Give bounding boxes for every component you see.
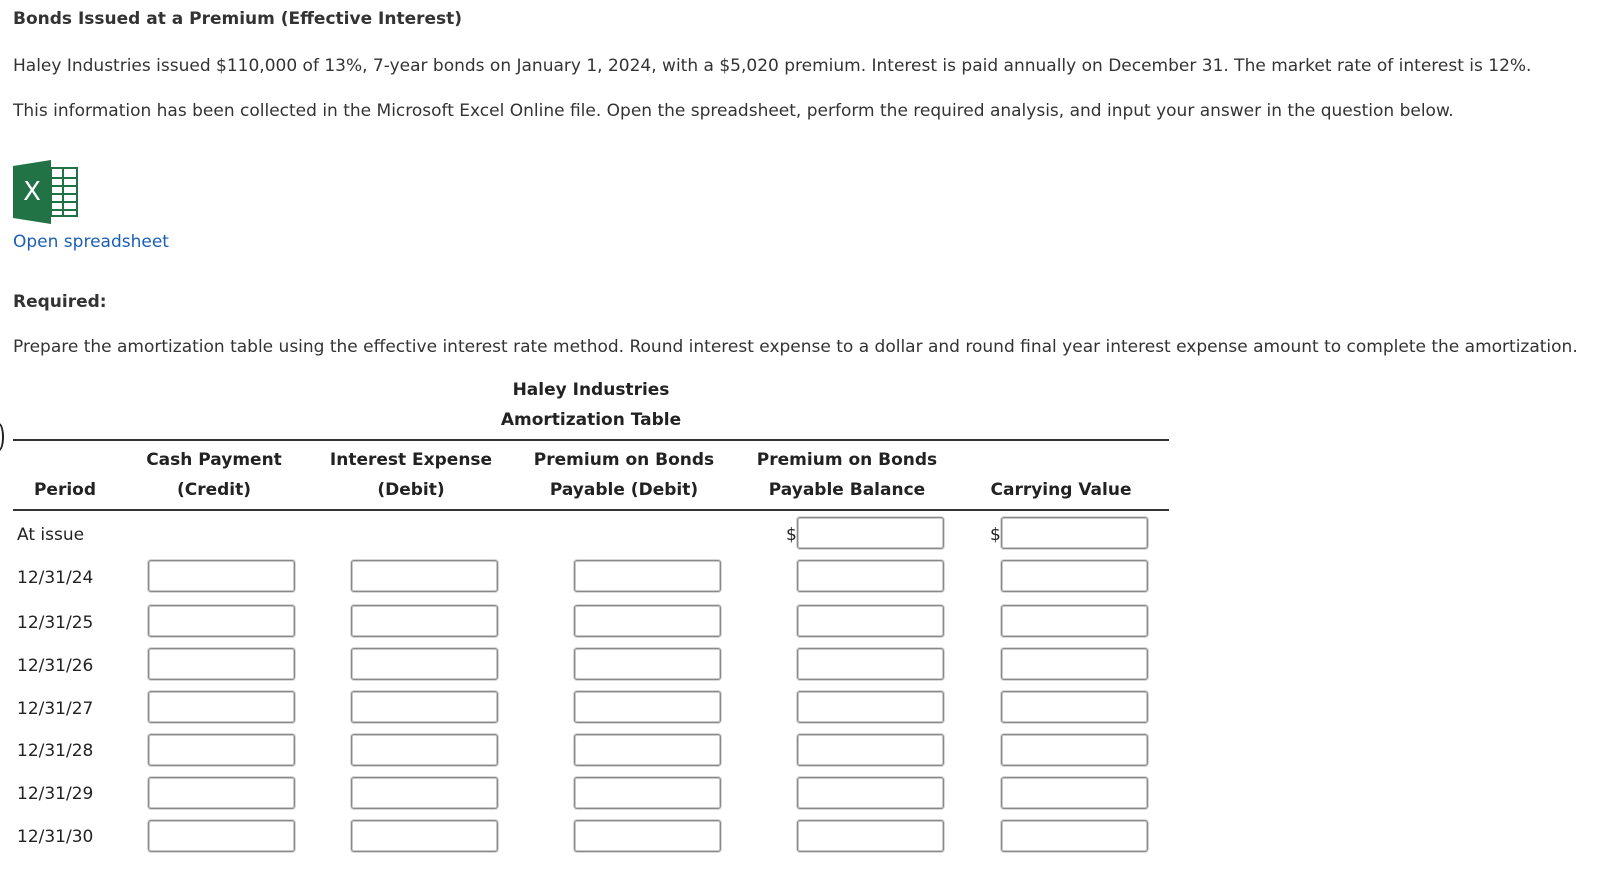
row-label-period: 12/31/24 bbox=[17, 568, 94, 588]
row-label-period: 12/31/27 bbox=[17, 699, 94, 719]
premium-balance-input[interactable] bbox=[797, 517, 944, 549]
currency-symbol: $ bbox=[990, 525, 1001, 545]
row-label-at-issue: At issue bbox=[17, 525, 85, 545]
col-header-line2: Payable Balance bbox=[768, 480, 926, 500]
interest-expense-input[interactable] bbox=[351, 605, 498, 637]
col-header-line1 bbox=[13, 445, 117, 475]
col-header-cash-payment bbox=[135, 445, 293, 505]
premium-balance-input[interactable] bbox=[797, 777, 944, 809]
row-label-period: 12/31/25 bbox=[17, 613, 94, 633]
interest-expense-input[interactable] bbox=[351, 560, 498, 592]
col-header-line2: Carrying Value bbox=[990, 480, 1132, 500]
premium-balance-input[interactable] bbox=[797, 605, 944, 637]
currency-symbol: $ bbox=[786, 525, 797, 545]
cash-payment-input[interactable] bbox=[148, 605, 295, 637]
cash-payment-input[interactable] bbox=[148, 560, 295, 592]
row-label-period: 12/31/29 bbox=[17, 784, 94, 804]
col-header-carrying-value bbox=[976, 445, 1146, 505]
col-header-line1: Premium on Bonds bbox=[533, 450, 715, 470]
edge-marker bbox=[0, 423, 4, 451]
required-instruction: Prepare the amortization table using the effective interest rate method. Round interest expense to a dollar and round final year interest expense amount to complete the amortization. bbox=[13, 337, 1578, 357]
carrying-value-input[interactable] bbox=[1001, 560, 1148, 592]
col-header-line2: (Credit) bbox=[176, 480, 252, 500]
cash-payment-input[interactable] bbox=[148, 648, 295, 680]
page-title: Bonds Issued at a Premium (Effective Interest) bbox=[13, 9, 463, 29]
interest-expense-input[interactable] bbox=[351, 691, 498, 723]
interest-expense-input[interactable] bbox=[351, 777, 498, 809]
interest-expense-input[interactable] bbox=[351, 734, 498, 766]
open-spreadsheet-link[interactable]: Open spreadsheet bbox=[13, 232, 169, 252]
table-company-name: Haley Industries bbox=[512, 380, 670, 400]
cash-payment-input[interactable] bbox=[148, 734, 295, 766]
required-label: Required: bbox=[13, 292, 107, 312]
col-header-line1: Premium on Bonds bbox=[756, 450, 938, 470]
carrying-value-input[interactable] bbox=[1001, 517, 1148, 549]
col-header-premium-debit bbox=[527, 445, 721, 505]
premium-debit-input[interactable] bbox=[574, 605, 721, 637]
col-header-premium-balance bbox=[750, 445, 944, 505]
premium-balance-input[interactable] bbox=[797, 820, 944, 852]
problem-statement: Haley Industries issued $110,000 of 13%, 7-year bonds on January 1, 2024, with a $5,020 premium. Interest is paid annually on December 31. The market rate of interest is 12%. bbox=[13, 56, 1532, 76]
premium-balance-input[interactable] bbox=[797, 648, 944, 680]
premium-debit-input[interactable] bbox=[574, 777, 721, 809]
table-top-rule bbox=[13, 439, 1169, 441]
col-header-period bbox=[13, 445, 117, 505]
row-label-period: 12/31/26 bbox=[17, 656, 94, 676]
carrying-value-input[interactable] bbox=[1001, 820, 1148, 852]
col-header-line1: Interest Expense bbox=[329, 450, 493, 470]
carrying-value-input[interactable] bbox=[1001, 734, 1148, 766]
row-label-period: 12/31/28 bbox=[17, 741, 94, 761]
premium-balance-input[interactable] bbox=[797, 734, 944, 766]
carrying-value-input[interactable] bbox=[1001, 605, 1148, 637]
cash-payment-input[interactable] bbox=[148, 777, 295, 809]
premium-debit-input[interactable] bbox=[574, 820, 721, 852]
carrying-value-input[interactable] bbox=[1001, 777, 1148, 809]
col-header-interest-expense bbox=[323, 445, 499, 505]
premium-balance-input[interactable] bbox=[797, 560, 944, 592]
instructions-text: This information has been collected in the Microsoft Excel Online file. Open the spreadsheet, perform the required analysis, and input your answer in the question below. bbox=[13, 101, 1454, 121]
interest-expense-input[interactable] bbox=[351, 648, 498, 680]
carrying-value-input[interactable] bbox=[1001, 648, 1148, 680]
col-header-line1 bbox=[976, 445, 1146, 475]
premium-debit-input[interactable] bbox=[574, 734, 721, 766]
premium-debit-input[interactable] bbox=[574, 691, 721, 723]
table-title: Amortization Table bbox=[500, 410, 682, 430]
col-header-line2: Period bbox=[33, 480, 97, 500]
col-header-line1: Cash Payment bbox=[146, 450, 282, 470]
row-label-period: 12/31/30 bbox=[17, 827, 94, 847]
excel-icon[interactable] bbox=[13, 160, 79, 224]
premium-debit-input[interactable] bbox=[574, 648, 721, 680]
premium-balance-input[interactable] bbox=[797, 691, 944, 723]
svg-text:X: X bbox=[23, 177, 41, 207]
col-header-line2: (Debit) bbox=[377, 480, 445, 500]
cash-payment-input[interactable] bbox=[148, 691, 295, 723]
premium-debit-input[interactable] bbox=[574, 560, 721, 592]
carrying-value-input[interactable] bbox=[1001, 691, 1148, 723]
interest-expense-input[interactable] bbox=[351, 820, 498, 852]
table-header-rule bbox=[13, 509, 1169, 511]
col-header-line2: Payable (Debit) bbox=[549, 480, 699, 500]
cash-payment-input[interactable] bbox=[148, 820, 295, 852]
